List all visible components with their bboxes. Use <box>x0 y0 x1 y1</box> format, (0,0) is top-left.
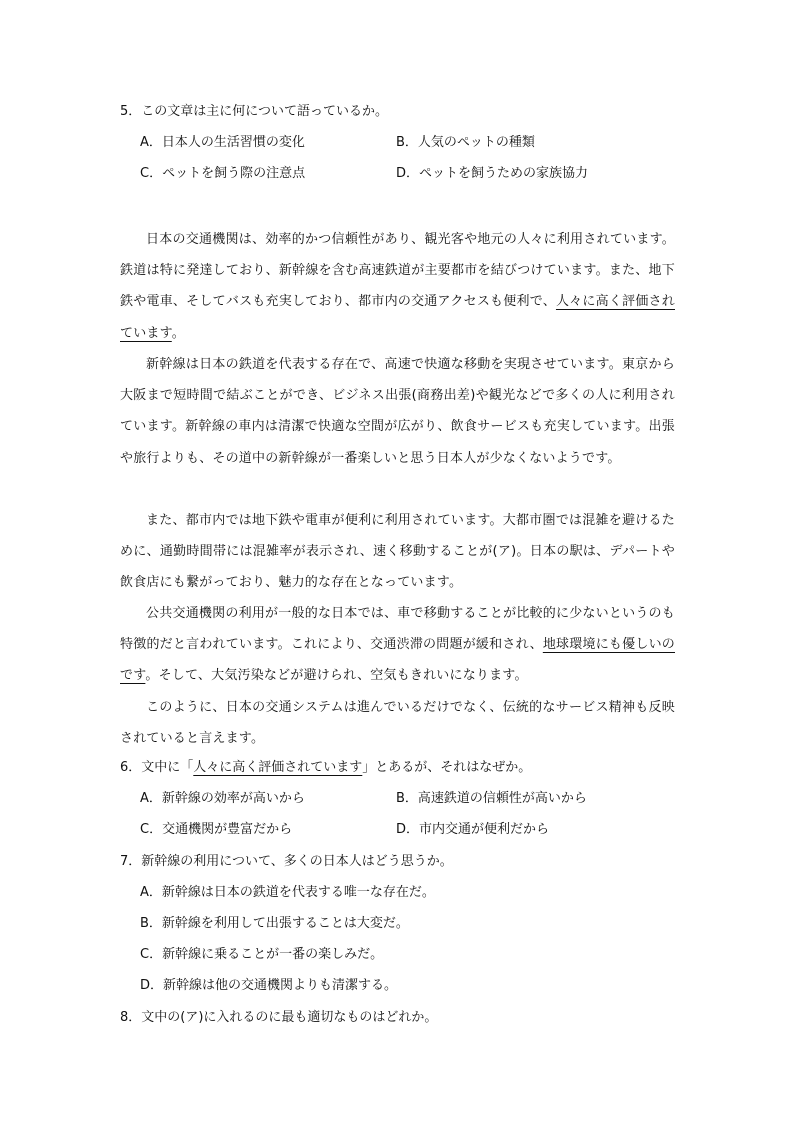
question-5-option-d: D．ペットを飼うための家族協力 <box>396 166 589 181</box>
passage-paragraph-5: このように、日本の交通システムは進んでいるだけでなく、伝統的なサービス精神も反映されていると言えます。 <box>120 700 675 747</box>
question-5-option-c: C．ペットを飼う際の注意点 <box>140 166 306 181</box>
question-7-option-a: A．新幹線は日本の鉄道を代表する唯一な存在だ。 <box>140 885 435 900</box>
question-8-stem: 8．文中の(ア)に入れるのに最も適切なものはどれか。 <box>120 1010 438 1025</box>
question-5-option-a: A．日本人の生活習慣の変化 <box>140 135 305 150</box>
question-7-option-d: D．新幹線は他の交通機関よりも清潔する。 <box>140 978 398 993</box>
question-6-option-a: A．新幹線の効率が高いから <box>140 791 305 806</box>
question-6-option-c: C．交通機関が豊富だから <box>140 822 293 837</box>
passage-paragraph-1: 日本の交通機関は、効率的かつ信頼性があり、観光客や地元の人々に利用されています。鉄道は特に発達しており、新幹線を含む高速鉄道が主要都市を結びつけています。また、地下鉄や電車、そしてバスも充実しており、都市内の交通アクセスも便利で、人々に高く評価されています。 <box>120 232 675 341</box>
passage-paragraph-2: 新幹線は日本の鉄道を代表する存在で、高速で快適な移動を実現させています。東京から大阪まで短時間で結ぶことができ、ビジネス出張(商務出差)や観光などで多くの人に利用されています。新幹線の車内は清潔で快適な空間が広がり、飲食サービスも充実しています。出張や旅行よりも、その道中の新幹線が一番楽しいと思う日本人が少なくないようです。 <box>120 357 675 466</box>
question-6-option-b: B．高速鉄道の信頼性が高いから <box>396 791 587 806</box>
question-5-stem: 5．この文章は主に何について語っているか。 <box>120 104 389 119</box>
question-7-option-c: C．新幹線に乗ることが一番の楽しみだ。 <box>140 947 384 962</box>
passage-paragraph-4: 公共交通機関の利用が一般的な日本では、車で移動することが比較的に少ないというのも特徴的だと言われています。これにより、交通渋滞の問題が緩和され、地球環境にも優しいのです。そして、大気汚染などが避けられ、空気もきれいになります。 <box>120 606 675 684</box>
question-6-quoted-phrase: 人々に高く評価されています <box>193 760 363 775</box>
underlined-phrase-1: 人々に高く評価されています <box>120 294 675 341</box>
question-5-option-b: B．人気のペットの種類 <box>396 135 535 150</box>
question-6-option-d: D．市内交通が便利だから <box>396 822 550 837</box>
question-6-stem: 6．文中に「人々に高く評価されています」とあるが、それはなぜか。 <box>120 760 532 775</box>
question-7-option-b: B．新幹線を利用して出張することは大変だ。 <box>140 916 409 931</box>
question-7-stem: 7．新幹線の利用について、多くの日本人はどう思うか。 <box>120 854 453 869</box>
passage-paragraph-3: また、都市内では地下鉄や電車が便利に利用されています。大都市圏では混雑を避けるために、通勤時間帯には混雑率が表示され、速く移動することが(ア)。日本の駅は、デパートや飲食店にも繋がっており、魅力的な存在となっています。 <box>120 513 675 591</box>
underlined-phrase-2: 地球環境にも優しいのです <box>120 637 675 684</box>
